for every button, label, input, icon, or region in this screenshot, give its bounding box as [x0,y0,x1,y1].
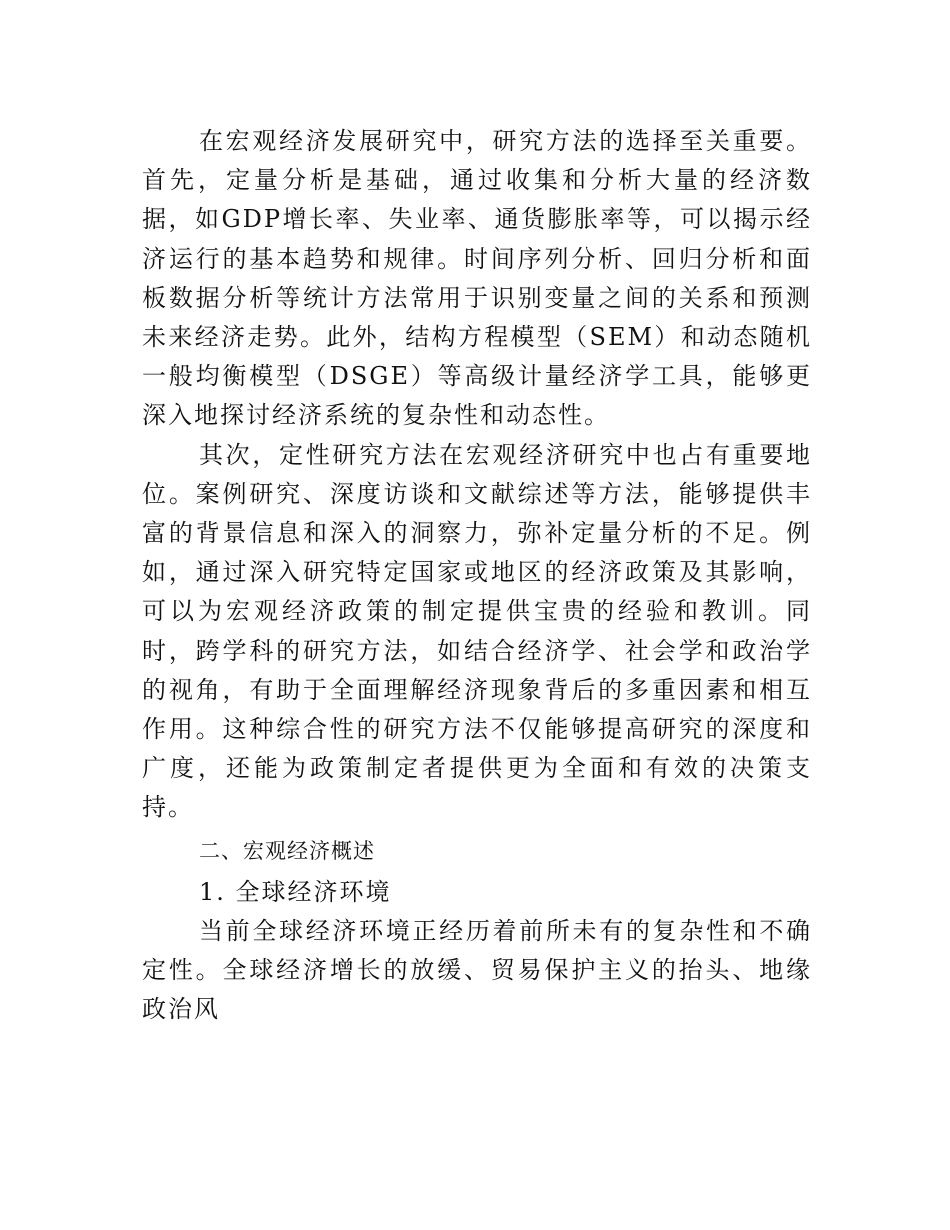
paragraph-research-methods-qualitative: 其次，定性研究方法在宏观经济研究中也占有重要地位。案例研究、深度访谈和文献综述等方法，能够提供丰富的背景信息和深入的洞察力，弥补定量分析的不足。例如，通过深入研究特定国家或地区的经济政策及其影响，可以为宏观经济政策的制定提供宝贵的经验和教训。同时，跨学科的研究方法，如结合经济学、社会学和政治学的视角，有助于全面理解经济现象背后的多重因素和相互作用。这种综合性的研究方法不仅能够提高研究的深度和广度，还能为政策制定者提供更为全面和有效的决策支持。 [142,440,812,822]
paragraph-global-economy: 当前全球经济环境正经历着前所未有的复杂性和不确定性。全球经济增长的放缓、贸易保护主义的抬头、地缘政治风 [142,916,812,1024]
section-heading: 二、宏观经济概述 [199,838,375,863]
subsection-heading: 1. 全球经济环境 [199,877,392,906]
paragraph-research-methods-quantitative: 在宏观经济发展研究中，研究方法的选择至关重要。首先，定量分析是基础，通过收集和分析大量的经济数据，如GDP增长率、失业率、通货膨胀率等，可以揭示经济运行的基本趋势和规律。时间序列分析、回归分析和面板数据分析等统计方法常用于识别变量之间的关系和预测未来经济走势。此外，结构方程模型（SEM）和动态随机一般均衡模型（DSGE）等高级计量经济学工具，能够更深入地探讨经济系统的复杂性和动态性。 [142,127,812,430]
document-body [142,122,812,1029]
